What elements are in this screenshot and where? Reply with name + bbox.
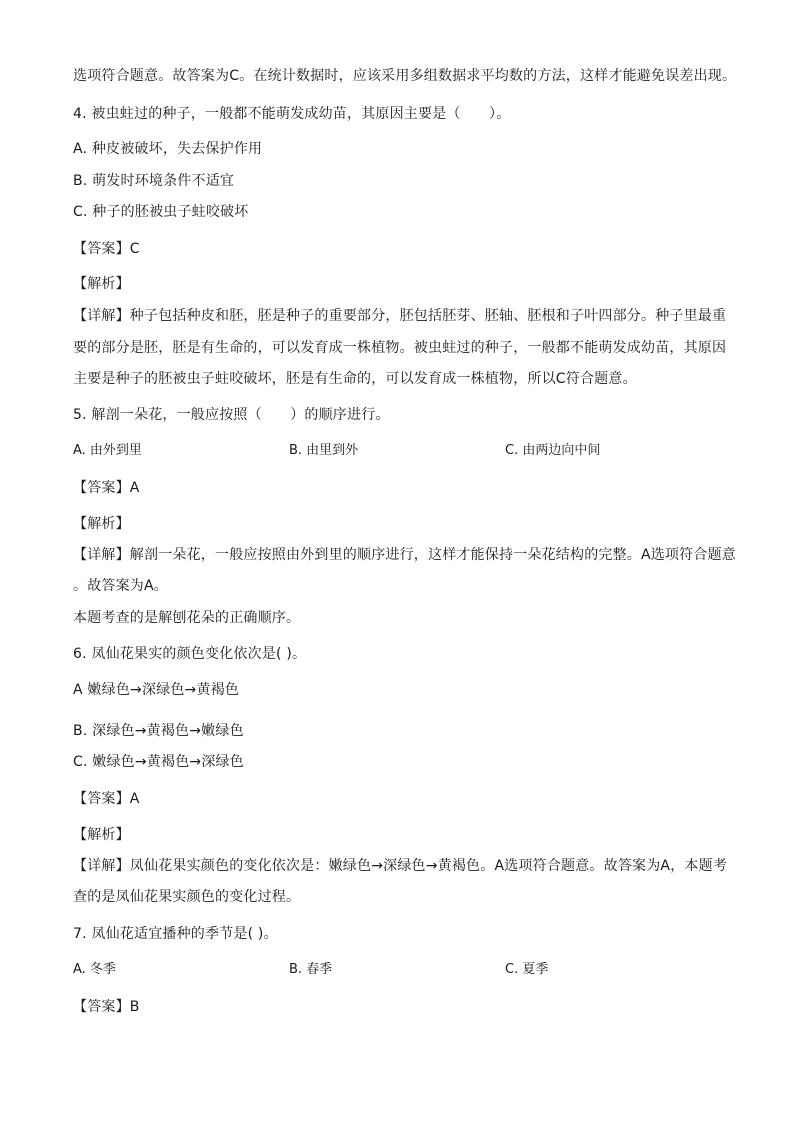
option-c: C. 种子的胚被虫子蛀咬破坏 — [73, 204, 249, 220]
option-a: A. 由外到里 — [73, 443, 142, 458]
question-4: 4. 被虫蛀过的种子，一般都不能萌发成幼苗，其原因主要是（ ）。 — [73, 106, 511, 122]
explanation-line: 要的部分是胚，胚是有生命的，可以发育成一株植物。被虫蛀过的种子，一般都不能萌发成幼苗，其原因 — [73, 340, 727, 356]
explanation-line: 。故答案为A。 — [73, 578, 168, 594]
option-b: B. 由里到外 — [289, 443, 359, 458]
option-b: B. 深绿色→黄褐色→嫩绿色 — [73, 723, 244, 739]
option-a: A 嫩绿色→深绿色→黄褐色 — [73, 682, 240, 698]
answer-label: 【答案】A — [73, 791, 140, 807]
explanation-line: 【详解】种子包括种皮和胚，胚是种子的重要部分，胚包括胚芽、胚轴、胚根和子叶四部分。种子里最重 — [73, 308, 727, 324]
explanation-line: 本题考查的是解刨花朵的正确顺序。 — [73, 610, 301, 626]
option-b: B. 春季 — [289, 962, 333, 977]
answer-label: 【答案】A — [73, 480, 140, 496]
analysis-label: 【解析】 — [73, 827, 130, 843]
option-a: A. 冬季 — [73, 962, 116, 977]
answer-label: 【答案】C — [73, 241, 140, 257]
analysis-label: 【解析】 — [73, 516, 130, 532]
question-5: 5. 解剖一朵花，一般应按照（ ）的顺序进行。 — [73, 407, 390, 423]
option-a: A. 种皮被破坏，失去保护作用 — [73, 141, 263, 157]
explanation-line: 主要是种子的胚被虫子蛀咬破坏，胚是有生命的，可以发育成一株植物，所以C符合题意。 — [73, 371, 637, 387]
text-line: 选项符合题意。故答案为C。在统计数据时，应该采用多组数据求平均数的方法，这样才能避免误差出现。 — [73, 68, 737, 84]
option-c: C. 由两边向中间 — [505, 443, 601, 458]
explanation-line: 【详解】凤仙花果实颜色的变化依次是：嫩绿色→深绿色→黄褐色。A选项符合题意。故答案为A，本题考 — [73, 858, 728, 874]
option-b: B. 萌发时环境条件不适宜 — [73, 173, 235, 189]
option-c: C. 夏季 — [505, 962, 549, 977]
explanation-line: 查的是凤仙花果实颜色的变化过程。 — [73, 889, 301, 905]
question-7: 7. 凤仙花适宜播种的季节是( )。 — [73, 926, 278, 942]
option-c: C. 嫩绿色→黄褐色→深绿色 — [73, 754, 244, 770]
explanation-line: 【详解】解剖一朵花，一般应按照由外到里的顺序进行，这样才能保持一朵花结构的完整。A选项符合题意 — [73, 547, 736, 563]
analysis-label: 【解析】 — [73, 276, 130, 292]
question-6: 6. 凤仙花果实的颜色变化依次是( )。 — [73, 646, 307, 662]
answer-label: 【答案】B — [73, 999, 140, 1015]
